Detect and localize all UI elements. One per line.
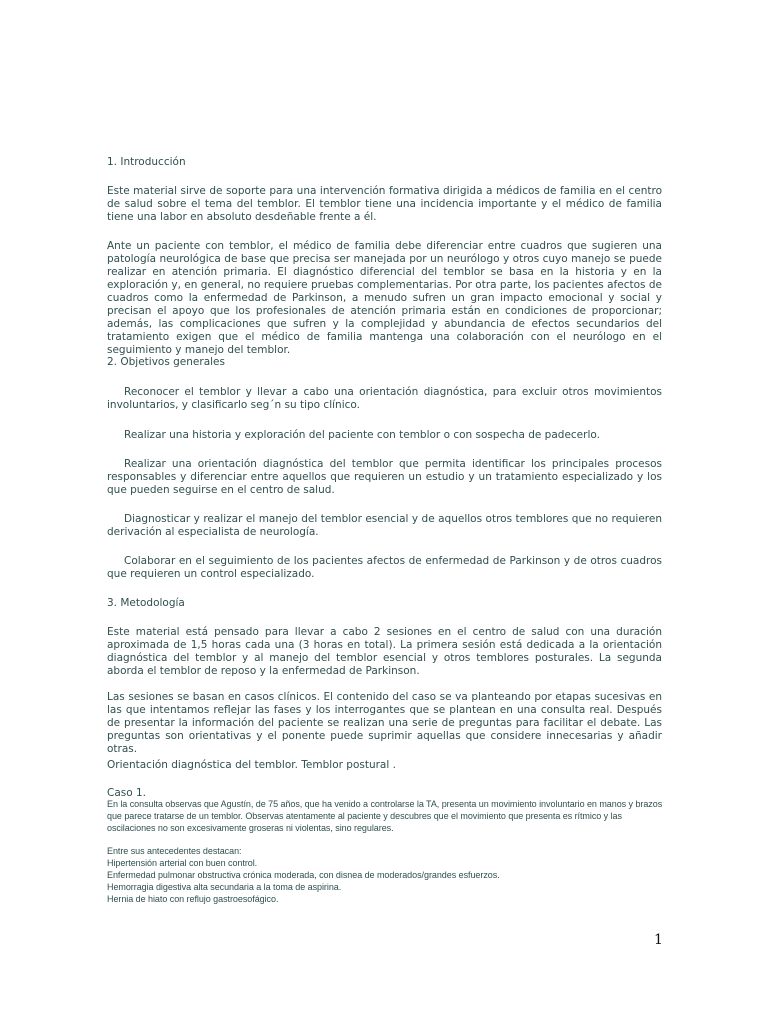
- antecedent-item: Enfermedad pulmonar obstructiva crónica moderada, con disnea de moderados/grandes esfuerzos.: [107, 870, 500, 880]
- objective-1: Reconocer el temblor y llevar a cabo una orientación diagnóstica, para excluir otros movimientos involuntarios, y clasificarlo seg´n su tipo clínico.: [107, 386, 662, 411]
- intro-paragraph-1: Este material sirve de soporte para una intervención formativa dirigida a médicos de familia en el centro de salud sobre el tema del temblor. El temblor tiene una incidencia importante y el médico de familia tiene una labor en absoluto desdeñable frente a él.: [107, 185, 662, 223]
- antecedent-item: Hernia de hiato con reflujo gastroesofágico.: [107, 894, 279, 904]
- section-2-heading: 2. Objetivos generales: [107, 356, 225, 368]
- objective-3: Realizar una orientación diagnóstica del temblor que permita identificar los principales procesos responsables y diferenciar entre aquellos que requieren un estudio y un tratamiento especializado y los que pueden seguirse en el centro de salud.: [107, 458, 662, 496]
- case-1-title: Caso 1.: [107, 787, 147, 799]
- methodology-paragraph-2: Las sesiones se basan en casos clínicos. El contenido del caso se va planteando por etapas sucesivas en las que intentamos reflejar las fases y los interrogantes que se plantean en una consulta real. Después de presentar la información del paciente se realizan una serie de preguntas para facilitar el debate. Las preguntas son orientativas y el ponente puede suprimir aquellas que considere innecesarias y añadir otras.: [107, 691, 662, 755]
- case-1-description: En la consulta observas que Agustín, de 75 años, que ha venido a controlarse la TA, presenta un movimiento involuntario en manos y brazos que parece tratarse de un temblor. Observas atentamente al paciente y descubres que el movimiento que presenta es rítmico y las oscilaciones no son excesivamente groseras ni violentas, sino regulares.: [107, 799, 663, 833]
- objective-4: Diagnosticar y realizar el manejo del temblor esencial y de aquellos otros temblores que no requieren derivación al especialista de neurología.: [107, 513, 662, 538]
- antecedents-list: [107, 845, 667, 905]
- intro-paragraph-2: Ante un paciente con temblor, el médico de familia debe diferenciar entre cuadros que sugieren una patología neurológica de base que precisa ser manejada por un neurólogo y otros cuyo manejo se puede realizar en atención primaria. El diagnóstico diferencial del temblor se basa en la historia y en la exploración y, en general, no requiere pruebas complementarias. Por otra parte, los pacientes afectos de cuadros como la enfermedad de Parkinson, a menudo sufren un gran impacto emocional y social y precisan el apoyo que los profesionales de atención primaria están en condiciones de proporcionar; además, las complicaciones que sufren y la complejidad y abundancia de efectos secundarios del tratamiento exigen que el médico de familia mantenga una colaboración con el neurólogo en el seguimiento y manejo del temblor.: [107, 240, 662, 356]
- section-3-heading: 3. Metodología: [107, 597, 185, 609]
- diagnostic-orientation-subheading: Orientación diagnóstica del temblor. Temblor postural .: [107, 759, 396, 771]
- section-1-heading: 1. Introducción: [107, 156, 186, 168]
- page-number: 1: [654, 932, 663, 948]
- antecedent-item: Hemorragia digestiva alta secundaria a la toma de aspirina.: [107, 882, 342, 892]
- methodology-paragraph-1: Este material está pensado para llevar a cabo 2 sesiones en el centro de salud con una duración aproximada de 1,5 horas cada una (3 horas en total). La primera sesión está dedicada a la orientación diagnóstica del temblor y al manejo del temblor esencial y otros temblores posturales. La segunda aborda el temblor de reposo y la enfermedad de Parkinson.: [107, 626, 662, 677]
- antecedent-item: Hipertensión arterial con buen control.: [107, 858, 258, 868]
- antecedents-intro: Entre sus antecedentes destacan:: [107, 846, 242, 856]
- objective-5: Colaborar en el seguimiento de los pacientes afectos de enfermedad de Parkinson y de otros cuadros que requieren un control especializado.: [107, 555, 662, 580]
- objective-2: Realizar una historia y exploración del paciente con temblor o con sospecha de padecerlo.: [124, 429, 600, 441]
